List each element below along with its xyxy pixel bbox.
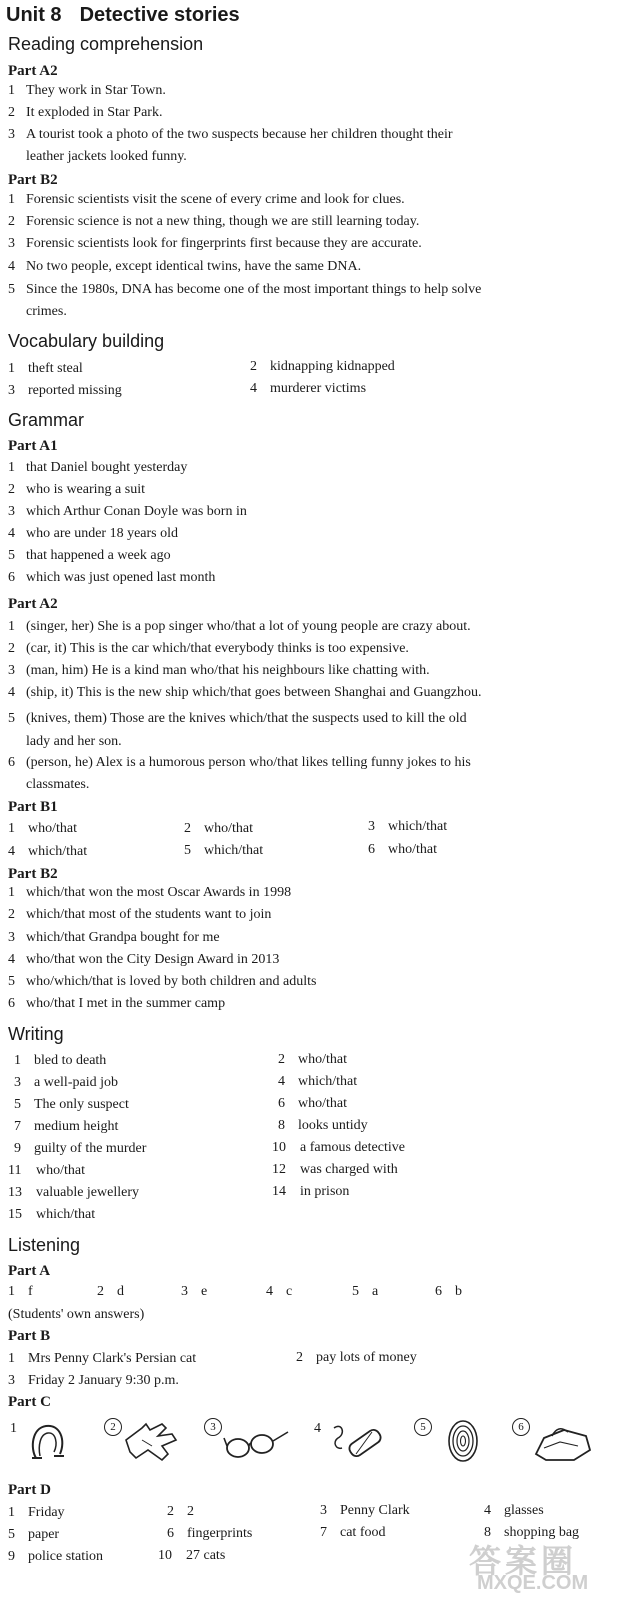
item-number: 8 — [484, 1525, 491, 1540]
item-text: (car, it) This is the car which/that everybody thinks is too expensive. — [26, 641, 409, 656]
answer-cell — [184, 820, 253, 838]
item-number: 1 — [14, 1053, 21, 1068]
vocab-item — [250, 358, 395, 376]
item-text: (ship, it) This is the new ship which/that goes between Shanghai and Guangzhou. — [26, 685, 482, 700]
glasses-icon — [222, 1424, 292, 1464]
answer-cell — [8, 820, 77, 838]
item-text: pay lots of money — [316, 1350, 417, 1365]
item-number: 2 — [167, 1504, 174, 1519]
item-number: 6 — [8, 755, 15, 770]
watermark-logo — [469, 1536, 619, 1596]
item-number: 4 — [250, 381, 257, 396]
vocab-item — [250, 380, 366, 398]
item-text: c — [286, 1284, 293, 1299]
vocab-item — [8, 360, 83, 378]
part-heading: Part B2 — [8, 172, 58, 188]
item-text: that Daniel bought yesterday — [26, 460, 188, 475]
watermark-text: 答案圈 — [469, 1543, 578, 1579]
item-number: 12 — [272, 1162, 286, 1177]
writing-item — [14, 1118, 118, 1136]
answer-line — [8, 459, 187, 477]
listening-d-item — [320, 1502, 410, 1520]
listening-a-item — [352, 1283, 378, 1301]
item-text: which Arthur Conan Doyle was born in — [26, 504, 247, 519]
item-number: 3 — [8, 663, 15, 678]
answer-line — [8, 148, 187, 166]
item-number: 2 — [296, 1350, 303, 1365]
item-number: 2 — [184, 821, 191, 836]
item-text: a — [372, 1284, 379, 1299]
item-text: which was just opened last month — [26, 570, 216, 585]
part-heading: Part A2 — [8, 596, 58, 612]
item-number: 4 — [278, 1074, 285, 1089]
item-text: paper — [28, 1527, 60, 1542]
answer-line — [8, 481, 145, 499]
listening-b-item — [8, 1372, 179, 1390]
writing-item — [272, 1183, 349, 1201]
item-text: classmates. — [26, 777, 90, 792]
item-number: 15 — [8, 1207, 22, 1222]
answer-line — [8, 973, 316, 991]
item-text: A tourist took a photo of the two suspects because her children thought their — [26, 127, 453, 142]
answer-line — [8, 684, 481, 702]
item-text: which/that won the most Oscar Awards in 1998 — [26, 885, 292, 900]
item-text: Penny Clark — [340, 1503, 410, 1518]
item-number: 2 — [278, 1052, 285, 1067]
item-text: fingerprints — [187, 1526, 253, 1541]
item-text: who/that — [204, 821, 253, 836]
item-text: Friday — [28, 1505, 65, 1520]
item-text: who are under 18 years old — [26, 526, 179, 541]
item-text: who/that — [298, 1052, 347, 1067]
listening-b-item — [8, 1350, 196, 1368]
section-heading-reading: Reading comprehension — [8, 34, 204, 54]
item-number: 3 — [368, 819, 375, 834]
part-heading: Part B2 — [8, 866, 58, 882]
part-c-label: 1 — [10, 1421, 17, 1436]
item-number: 1 — [8, 1351, 15, 1366]
gloves-icon — [122, 1420, 182, 1464]
item-number: 5 — [352, 1284, 359, 1299]
item-number: 2 — [8, 482, 15, 497]
item-text: lady and her son. — [26, 734, 122, 749]
item-text: Forensic scientists look for fingerprints first because they are accurate. — [26, 236, 422, 251]
fingerprint-icon — [446, 1418, 480, 1464]
listening-d-item — [167, 1503, 194, 1521]
item-text: e — [201, 1284, 208, 1299]
part-heading: Part A2 — [8, 63, 58, 79]
answer-cell — [368, 818, 447, 836]
listening-a-note: (Students' own answers) — [8, 1307, 145, 1322]
item-text: They work in Star Town. — [26, 83, 166, 98]
answer-line — [8, 258, 361, 276]
part-c-label: 2 — [104, 1418, 122, 1436]
item-text: who/that I met in the summer camp — [26, 996, 226, 1011]
item-text: which/that Grandpa bought for me — [26, 930, 220, 945]
item-text: glasses — [504, 1503, 544, 1518]
item-text: kidnapping kidnapped — [270, 359, 395, 374]
item-text: which/that — [204, 843, 264, 858]
answer-line — [8, 884, 291, 902]
item-text: valuable jewellery — [36, 1185, 140, 1200]
part-c-label: 3 — [204, 1418, 222, 1436]
vocab-item — [8, 382, 122, 400]
answer-line — [8, 547, 171, 565]
necklace-icon — [26, 1418, 70, 1462]
item-number: 3 — [8, 127, 15, 142]
item-text: who/that — [28, 821, 77, 836]
answer-line — [8, 525, 178, 543]
item-text: that happened a week ago — [26, 548, 171, 563]
item-number: 2 — [8, 214, 15, 229]
answer-line — [8, 662, 430, 680]
answer-line — [8, 776, 89, 794]
writing-item — [8, 1162, 85, 1180]
answer-line — [8, 618, 471, 636]
item-text: (knives, them) Those are the knives which/that the suspects used to kill the old — [26, 711, 467, 726]
item-number: 2 — [97, 1284, 104, 1299]
part-c-label: 4 — [314, 1421, 321, 1436]
item-text: looks untidy — [298, 1118, 368, 1133]
listening-d-item — [167, 1525, 252, 1543]
answer-line — [8, 951, 279, 969]
writing-item — [8, 1184, 139, 1202]
item-number: 11 — [8, 1163, 22, 1178]
item-text: a well-paid job — [34, 1075, 118, 1090]
item-number: 2 — [8, 641, 15, 656]
item-text: who/which/that is loved by both children and adults — [26, 974, 317, 989]
listening-d-item — [320, 1524, 385, 1542]
item-number: 1 — [8, 192, 15, 207]
item-text: 2 — [187, 1504, 194, 1519]
item-number: 9 — [8, 1549, 15, 1564]
listening-a-item — [8, 1283, 33, 1301]
item-number: 6 — [278, 1096, 285, 1111]
item-number: 1 — [8, 885, 15, 900]
answer-line — [8, 929, 220, 947]
answer-line — [8, 640, 409, 658]
answer-line — [8, 82, 166, 100]
item-number: 1 — [8, 619, 15, 634]
writing-item — [278, 1073, 357, 1091]
item-number: 13 — [8, 1185, 22, 1200]
writing-item — [272, 1139, 405, 1157]
item-number: 6 — [167, 1526, 174, 1541]
item-number: 5 — [8, 1527, 15, 1542]
answer-line — [8, 995, 225, 1013]
answer-line — [8, 126, 453, 144]
item-number: 10 — [158, 1548, 172, 1563]
item-text: Friday 2 January 9:30 p.m. — [28, 1373, 179, 1388]
item-number: 6 — [8, 570, 15, 585]
cat-food-can-icon — [326, 1420, 390, 1468]
item-text: who/that — [388, 842, 437, 857]
item-number: 3 — [320, 1503, 327, 1518]
item-text: which/that most of the students want to join — [26, 907, 272, 922]
item-number: 14 — [272, 1184, 286, 1199]
writing-item — [14, 1140, 146, 1158]
item-number: 1 — [8, 361, 15, 376]
item-text: who/that — [36, 1163, 85, 1178]
item-text: medium height — [34, 1119, 119, 1134]
listening-d-item — [8, 1548, 103, 1566]
item-number: 1 — [8, 1505, 15, 1520]
item-text: It exploded in Star Park. — [26, 105, 163, 120]
answer-cell — [8, 843, 87, 861]
watermark-url: MXQE.COM — [477, 1572, 589, 1594]
item-number: 2 — [250, 359, 257, 374]
part-c-label: 5 — [414, 1418, 432, 1436]
part-c-label: 6 — [512, 1418, 530, 1436]
item-text: which/that — [36, 1207, 96, 1222]
item-text: No two people, except identical twins, have the same DNA. — [26, 259, 362, 274]
answer-line — [8, 281, 481, 299]
listening-d-item — [484, 1502, 544, 1520]
section-heading-grammar: Grammar — [8, 410, 84, 430]
item-number: 3 — [8, 236, 15, 251]
listening-a-item — [266, 1283, 292, 1301]
answer-cell — [184, 842, 263, 860]
unit-title — [6, 4, 240, 27]
writing-item — [14, 1074, 118, 1092]
item-text: guilty of the murder — [34, 1141, 147, 1156]
item-text: b — [455, 1284, 462, 1299]
item-number: 1 — [8, 1284, 15, 1299]
item-text: Forensic scientists visit the scene of every crime and look for clues. — [26, 192, 405, 207]
item-number: 5 — [8, 974, 15, 989]
listening-d-item — [158, 1547, 225, 1565]
item-text: Forensic science is not a new thing, though we are still learning today. — [26, 214, 420, 229]
item-text: who/that won the City Design Award in 2013 — [26, 952, 280, 967]
answer-line — [8, 754, 471, 772]
item-number: 3 — [8, 930, 15, 945]
item-text: which/that — [298, 1074, 358, 1089]
item-number: 6 — [435, 1284, 442, 1299]
answer-line — [8, 569, 215, 587]
item-number: 5 — [8, 711, 15, 726]
item-text: which/that — [28, 844, 88, 859]
item-text: was charged with — [300, 1162, 398, 1177]
item-number: 4 — [484, 1503, 491, 1518]
answer-line — [8, 710, 467, 728]
item-text: in prison — [300, 1184, 350, 1199]
part-heading: Part A — [8, 1263, 51, 1279]
item-text: police station — [28, 1549, 104, 1564]
unit-name: Detective stories — [79, 4, 240, 26]
part-heading: Part B1 — [8, 799, 58, 815]
listening-a-item — [97, 1283, 124, 1301]
item-number: 1 — [8, 460, 15, 475]
item-number: 6 — [8, 996, 15, 1011]
answer-line — [8, 733, 122, 751]
item-text: cat food — [340, 1525, 386, 1540]
item-number: 1 — [8, 821, 15, 836]
item-text: (singer, her) She is a pop singer who/that a lot of young people are crazy about. — [26, 619, 471, 634]
item-number: 4 — [8, 844, 15, 859]
item-text: which/that — [388, 819, 448, 834]
answer-line — [8, 104, 162, 122]
answer-cell — [368, 841, 437, 859]
item-text: (person, he) Alex is a humorous person who/that likes telling funny jokes to his — [26, 755, 471, 770]
item-number: 4 — [266, 1284, 273, 1299]
item-number: 8 — [278, 1118, 285, 1133]
writing-item — [14, 1052, 106, 1070]
answer-line — [8, 235, 422, 253]
item-number: 3 — [14, 1075, 21, 1090]
item-text: reported missing — [28, 383, 122, 398]
item-text: bled to death — [34, 1053, 107, 1068]
item-text: 27 cats — [186, 1548, 226, 1563]
section-heading-vocabulary: Vocabulary building — [8, 331, 165, 351]
item-number: 5 — [184, 843, 191, 858]
item-text: shopping bag — [504, 1525, 580, 1540]
listening-b-item — [296, 1349, 417, 1367]
answer-line — [8, 503, 247, 521]
item-text: crimes. — [26, 304, 67, 319]
item-text: theft steal — [28, 361, 83, 376]
answer-line — [8, 191, 405, 209]
writing-item — [278, 1051, 347, 1069]
part-heading: Part C — [8, 1394, 51, 1410]
item-text: f — [28, 1284, 33, 1299]
item-number: 1 — [8, 83, 15, 98]
item-text: murderer victims — [270, 381, 367, 396]
writing-item — [278, 1117, 368, 1135]
item-number: 3 — [8, 383, 15, 398]
item-number: 6 — [368, 842, 375, 857]
answer-line — [8, 303, 67, 321]
item-number: 9 — [14, 1141, 21, 1156]
item-number: 5 — [8, 282, 15, 297]
listening-d-item — [8, 1504, 65, 1522]
item-number: 2 — [8, 907, 15, 922]
writing-item — [14, 1096, 129, 1114]
item-text: a famous detective — [300, 1140, 405, 1155]
shopping-bag-icon — [530, 1420, 596, 1464]
writing-item — [278, 1095, 347, 1113]
section-heading-writing: Writing — [8, 1024, 64, 1044]
item-text: who is wearing a suit — [26, 482, 145, 497]
item-text: (man, him) He is a kind man who/that his neighbours like chatting with. — [26, 663, 430, 678]
item-number: 4 — [8, 259, 15, 274]
part-heading: Part B — [8, 1328, 51, 1344]
item-number: 4 — [8, 952, 15, 967]
unit-number: Unit 8 — [6, 4, 62, 26]
item-number: 4 — [8, 526, 15, 541]
part-heading: Part D — [8, 1482, 51, 1498]
item-number: 5 — [8, 548, 15, 563]
item-number: 3 — [8, 1373, 15, 1388]
item-text: Since the 1980s, DNA has become one of the most important things to help solve — [26, 282, 482, 297]
item-number: 7 — [14, 1119, 21, 1134]
item-number: 4 — [8, 685, 15, 700]
section-heading-listening: Listening — [8, 1235, 81, 1255]
item-text: leather jackets looked funny. — [26, 149, 187, 164]
part-heading: Part A1 — [8, 438, 58, 454]
item-text: The only suspect — [34, 1097, 129, 1112]
item-number: 7 — [320, 1525, 327, 1540]
item-text: d — [117, 1284, 124, 1299]
listening-a-item — [181, 1283, 207, 1301]
writing-item — [272, 1161, 398, 1179]
listening-a-item — [435, 1283, 462, 1301]
item-number: 3 — [8, 504, 15, 519]
answer-line — [8, 906, 271, 924]
item-number: 3 — [181, 1284, 188, 1299]
listening-d-item — [8, 1526, 59, 1544]
writing-item — [8, 1206, 95, 1224]
item-number: 10 — [272, 1140, 286, 1155]
item-number: 5 — [14, 1097, 21, 1112]
item-text: who/that — [298, 1096, 347, 1111]
item-number: 2 — [8, 105, 15, 120]
item-text: Mrs Penny Clark's Persian cat — [28, 1351, 197, 1366]
answer-line — [8, 213, 419, 231]
